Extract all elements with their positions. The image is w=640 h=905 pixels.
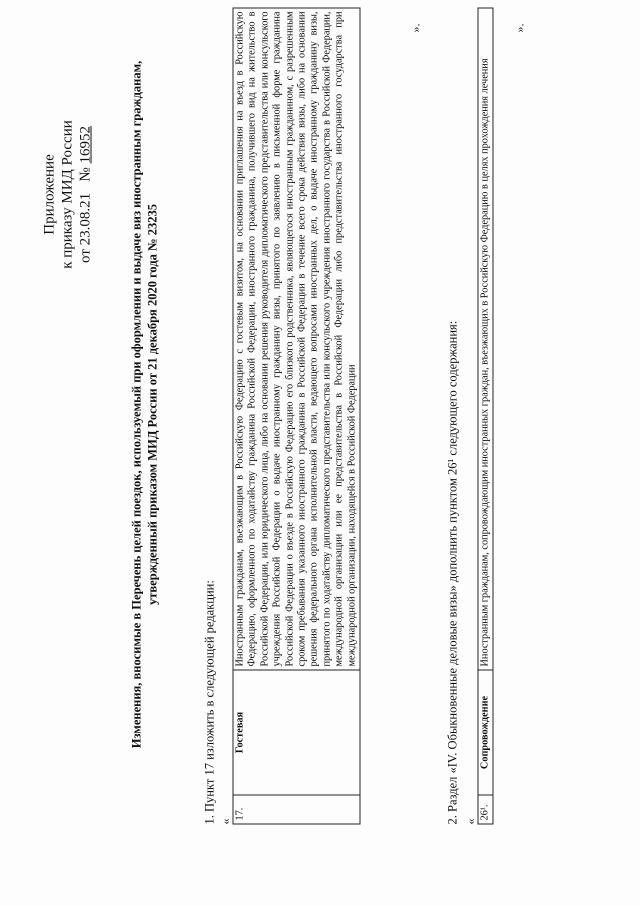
row-description: Иностранным гражданам, сопровождающим иностранных граждан, въезжающих в Российскую Федерацию в целях прохождения лечения (478, 8, 493, 670)
item-1-table (233, 8, 361, 825)
item-1-text: 1. Пункт 17 изложить в следующей редакции: (202, 580, 217, 825)
document-title (129, 45, 161, 765)
appendix-date-line (77, 90, 95, 300)
row-number: 17. (233, 795, 360, 824)
table-row (233, 8, 360, 824)
number-prefix: № (77, 167, 94, 182)
rotated-content (1, 0, 640, 905)
appendix-header (41, 90, 95, 300)
order-date: 23.08.21 (77, 192, 94, 246)
row-number: 26¹. (478, 795, 493, 824)
appendix-label: Приложение (41, 154, 58, 235)
appendix-order-ref: к приказу МИД России (59, 120, 76, 269)
row-category: Сопровождение (478, 670, 493, 795)
order-number: 16952 (77, 126, 94, 164)
title-line-2: утвержденный приказом МИД России от 21 декабря 2020 года № 23235 (145, 204, 160, 605)
table-row (478, 8, 493, 824)
item-1-close-quote: ». (408, 23, 423, 33)
item-2-open-quote: « (463, 818, 478, 825)
date-prefix: от (77, 249, 94, 263)
item-2-table (478, 8, 494, 825)
item-2-close-quote: ». (512, 23, 527, 33)
item-2-text: 2. Раздел «IV. Обыкновенные деловые визы» дополнить пунктом 26¹ следующего содержания: (445, 320, 460, 825)
item-1-open-quote: « (218, 818, 233, 825)
row-description: Иностранным гражданам, въезжающим в Российскую Федерацию с гостевым визитом, на основании приглашения на въезд в Российскую Федерацию, оформленного по ходатайству гражданина Российской Федерации, иностранного гражданина, получившего вид на жительство в Российской Федерации, или юридического лица, либо на основании решения руководителя дипломатического представительства или консульского учреждения Российской Федерации о выдаче иностранному гражданину визы, принятого по заявлению в письменной форме гражданина Российской Федерации о въезде в Российскую Федерацию его близкого родственника, являющегося иностранным гражданином, с разрешенным сроком пребывания указанного иностранного гражданина в Российской Федерации в течение всего срока действия визы, либо на основании решения федерального органа исполнительной власти, ведающего вопросами иностранных дел, о выдаче иностранному гражданину визы, принятого по ходатайству дипломатического представительства или консульского учреждения иностранного государства в Российской Федерации, международной организации или ее представительства в Российской Федерации либо представительства иностранного государства при международной организации, находящейся в Российской Федерации (233, 8, 360, 670)
title-line-1: Изменения, вносимые в Перечень целей поездок, используемый при оформлении и выдаче виз иностранным гражданам, (129, 60, 144, 749)
row-category: Гостевая (233, 670, 360, 795)
